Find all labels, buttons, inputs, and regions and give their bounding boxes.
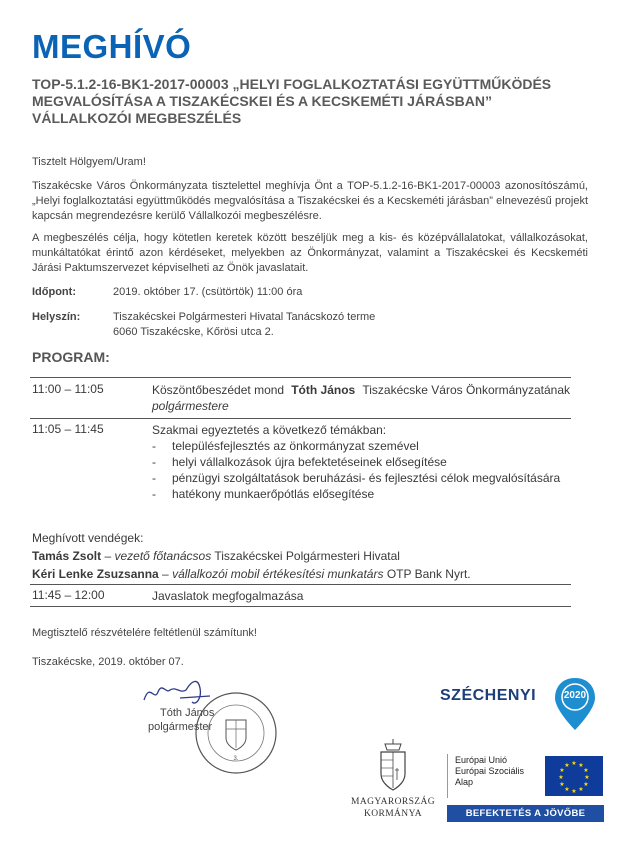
official-stamp (193, 690, 279, 776)
topics-intro: Szakmai egyeztetés a következő témákban: (152, 423, 387, 437)
guest-2: Kéri Lenke Zsuzsanna – vállalkozói mobil értékesítési munkatárs OTP Bank Nyrt. (32, 567, 471, 581)
program-divider (30, 584, 571, 585)
guest-org: OTP Bank Nyrt. (386, 567, 471, 581)
szechenyi-pin-icon (552, 676, 598, 732)
investment-banner: BEFEKTETÉS A JÖVŐBE (447, 805, 604, 822)
eu-flag-icon (545, 756, 603, 796)
intro-paragraph: Tiszakécske Város Önkormányzata tisztelettel meghívja Önt a TOP-5.1.2-16-BK1-2017-00003 azonosítószámú, „Helyi foglalkoztatási együttműködés megvalósítása a Tiszakécskei és a Kecskeméti járásban” elnevezésű projekt kapcsán megrendezésre kerülő Vállalkozói megbeszélésre. (32, 180, 588, 222)
program-row1-time: 11:00 – 11:05 (32, 382, 104, 396)
guest-name: Tamás Zsolt (32, 549, 102, 563)
guest-name: Kéri Lenke Zsuzsanna (32, 567, 159, 581)
svg-text:★: ★ (578, 786, 584, 793)
svg-text:★: ★ (564, 762, 570, 769)
eu-funding-logo (447, 754, 607, 804)
guests-label: Meghívott vendégek: (32, 531, 144, 545)
szechenyi-logo-text: SZÉCHENYI (440, 687, 537, 704)
program-divider (30, 418, 571, 419)
page-title: MEGHÍVÓ (32, 28, 192, 65)
szechenyi-year: 2020 (563, 690, 587, 701)
place-label: Helyszín: (32, 311, 81, 323)
purpose-paragraph: A megbeszélés célja, hogy kötetlen keretek között beszéljük meg a kis- és középvállalatokat, vállalkozásokat, munkáltatókat érintő azon kérdéseket, melyekben az Önkormányzat, valamint a Tiszakécskei és Kecskeméti Járási Paktumszervezet képviselheti az Önök javaslatait. (32, 232, 588, 274)
speaker-name: Tóth János (291, 383, 356, 397)
signer-title: polgármester (148, 721, 213, 733)
svg-text:3.: 3. (233, 756, 239, 762)
guest-role: vezető főtanácsos (114, 549, 212, 563)
svg-text:★: ★ (583, 767, 589, 774)
welcome-speech-label: Köszöntőbeszédet mond (152, 383, 285, 397)
svg-text:★: ★ (584, 774, 590, 781)
program-row1-text (152, 382, 570, 414)
document-subtitle: TOP-5.1.2-16-BK1-2017-00003 „HELYI FOGLALKOZTATÁSI EGYÜTTMŰKÖDÉS MEGVALÓSÍTÁSA A TISZAKÉCSKEI ÉS A KECSKEMÉTI JÁRÁSBAN” VÁLLALKOZÓI MEGBESZÉLÉS (32, 76, 552, 126)
eu-line3: Alap (455, 777, 474, 787)
program-row2-text (152, 422, 570, 502)
closing-line: Megtisztelő részvételére feltétlenül számítunk! (32, 627, 257, 639)
program-heading: PROGRAM: (32, 349, 110, 365)
svg-text:★: ★ (559, 781, 565, 788)
guest-org: Tiszakécskei Polgármesteri Hivatal (214, 549, 400, 563)
svg-text:★: ★ (559, 767, 565, 774)
list-item: - hatékony munkaerőpótlás elősegítése (152, 486, 570, 502)
program-row3-time: 11:45 – 12:00 (32, 588, 105, 602)
place-address-line1: Tiszakécskei Polgármesteri Hivatal Tanácskozó terme (113, 311, 376, 323)
eu-line2: Európai Szociális (455, 766, 525, 776)
eu-line1: Európai Unió (455, 755, 508, 765)
svg-text:★: ★ (571, 788, 577, 795)
date-place: Tiszakécske, 2019. október 07. (32, 656, 184, 668)
svg-text:★: ★ (583, 781, 589, 788)
svg-text:★: ★ (571, 760, 577, 767)
time-label: Időpont: (32, 286, 76, 298)
svg-text:★: ★ (558, 774, 564, 781)
speaker-role: polgármestere (152, 399, 229, 413)
program-row3-text: Javaslatok megfogalmazása (152, 589, 304, 603)
svg-text:★: ★ (564, 786, 570, 793)
gov-line2: KORMÁNYA (363, 809, 423, 819)
svg-text:★: ★ (578, 762, 584, 769)
place-address-line2: 6060 Tiszakécske, Kőrösi utca 2. (113, 326, 274, 338)
gov-line1: MAGYARORSZÁG (351, 797, 435, 807)
guest-role: vállalkozói mobil értékesítési munkatárs (172, 567, 384, 581)
list-item: - helyi vállalkozások újra befektetéseinek elősegítése (152, 454, 570, 470)
guest-1: Tamás Zsolt – vezető főtanácsos Tiszakécskei Polgármesteri Hivatal (32, 549, 400, 563)
program-divider (30, 606, 571, 607)
program-divider (30, 377, 571, 378)
list-item: - pénzügyi szolgáltatások beruházási- és fejlesztési célok megvalósítására (152, 470, 570, 486)
program-row2-time: 11:05 – 11:45 (32, 422, 104, 436)
salutation: Tisztelt Hölgyem/Uram! (32, 156, 146, 168)
time-value: 2019. október 17. (csütörtök) 11:00 óra (113, 286, 303, 298)
signer-name: Tóth János (160, 707, 215, 719)
list-item: - településfejlesztés az önkormányzat szemével (152, 438, 570, 454)
topics-list (152, 438, 570, 502)
coat-of-arms-icon (373, 738, 413, 792)
speaker-org: Tiszakécske Város Önkormányzatának (362, 383, 570, 397)
